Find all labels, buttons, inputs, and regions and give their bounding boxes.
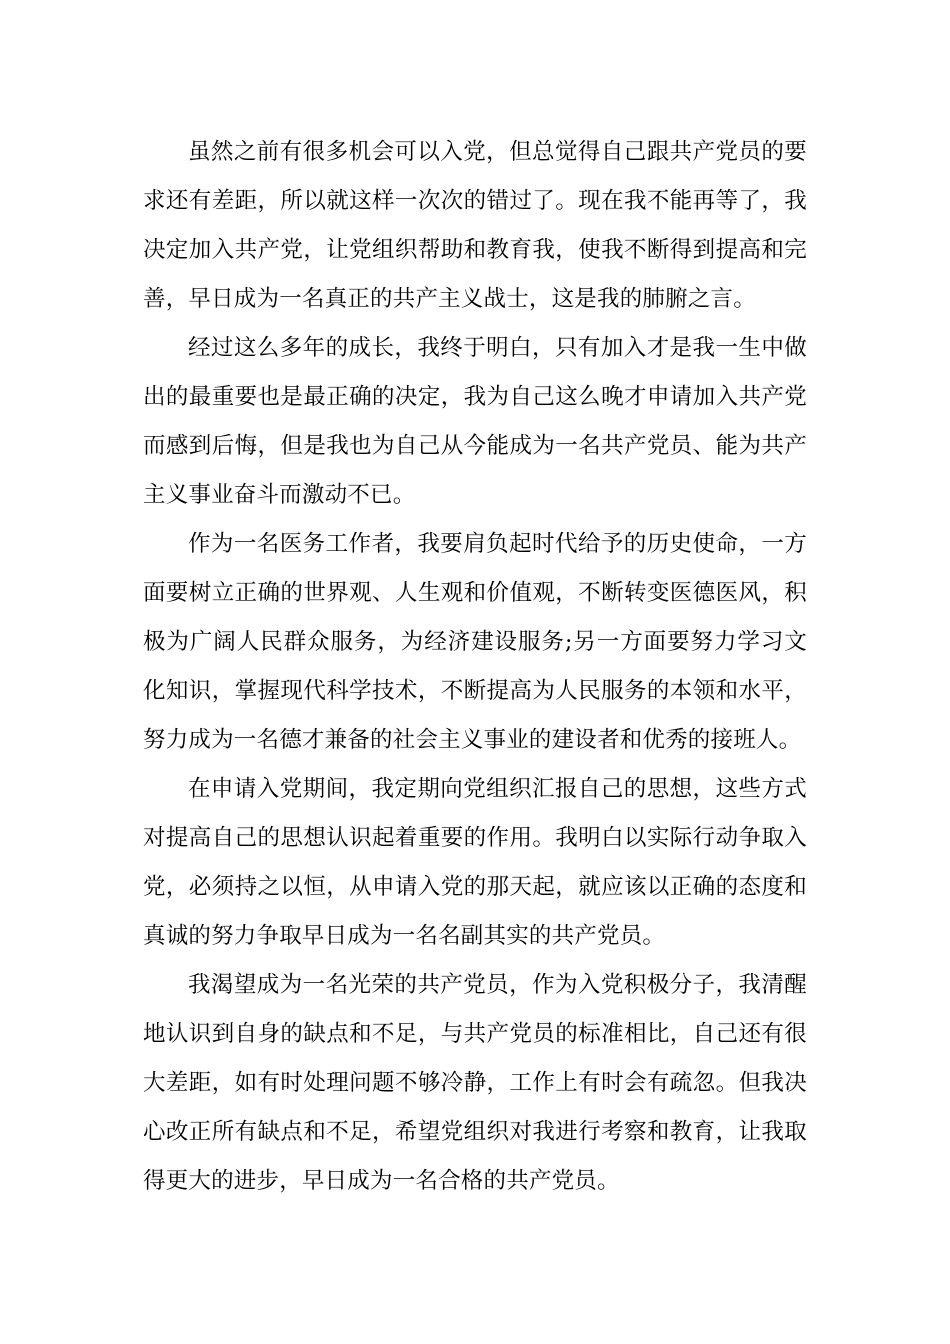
paragraph-1: 虽然之前有很多机会可以入党，但总觉得自己跟共产党员的要求还有差距，所以就这样一次次的错过了。现在我不能再等了，我决定加入共产党，让党组织帮助和教育我，使我不断得到提高和完善，早日成为一名真正的共产主义战士，这是我的肺腑之言。 (143, 139, 807, 312)
paragraph-2: 经过这么多年的成长，我终于明白，只有加入才是我一生中做出的最重要也是最正确的决定，我为自己这么晚才申请加入共产党而感到后悔，但是我也为自己从今能成为一名共产党员、能为共产主义事业奋斗而激动不已。 (143, 335, 807, 508)
paragraph-3: 作为一名医务工作者，我要肩负起时代给予的历史使命，一方面要树立正确的世界观、人生观和价值观，不断转变医德医风，积极为广阔人民群众服务，为经济建设服务;另一方面要努力学习文化知识，掌握现代科学技术，不断提高为人民服务的本领和水平，努力成为一名德才兼备的社会主义事业的建设者和优秀的接班人。 (143, 531, 807, 753)
paragraph-5: 我渴望成为一名光荣的共产党员，作为入党积极分子，我清醒地认识到自身的缺点和不足，与共产党员的标准相比，自己还有很大差距，如有时处理问题不够冷静，工作上有时会有疏忽。但我决心改正所有缺点和不足，希望党组织对我进行考察和教育，让我取得更大的进步，早日成为一名合格的共产党员。 (143, 972, 807, 1194)
document-body (143, 128, 807, 1206)
paragraph-4: 在申请入党期间，我定期向党组织汇报自己的思想，这些方式对提高自己的思想认识起着重要的作用。我明白以实际行动争取入党，必须持之以恒，从申请入党的那天起，就应该以正确的态度和真诚的努力争取早日成为一名名副其实的共产党员。 (143, 776, 807, 949)
